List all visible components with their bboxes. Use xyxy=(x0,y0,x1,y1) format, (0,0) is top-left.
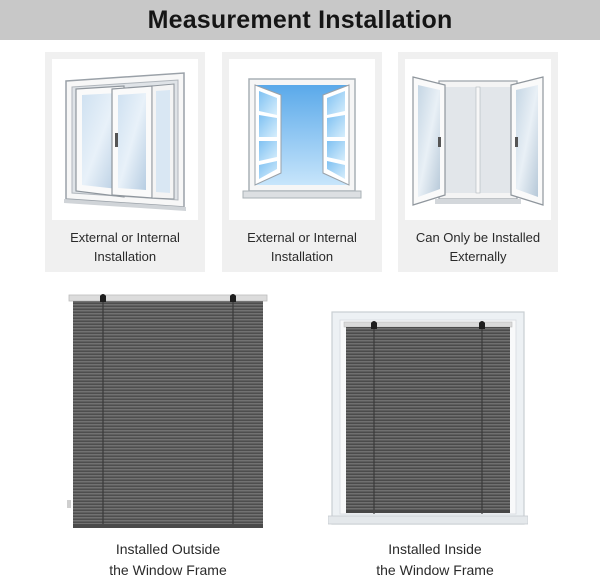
outward-window-icon xyxy=(405,59,551,220)
blind-outside-caption-line1: Installed Outside xyxy=(115,541,221,557)
blind-outside-caption-line2: the Window Frame xyxy=(109,562,227,578)
casement-window-icon xyxy=(229,59,375,220)
blind-outside-caption xyxy=(88,539,248,581)
window-card-caption: External or Internal Installation xyxy=(70,230,180,264)
blind-inside-caption xyxy=(355,539,515,581)
page-title: Measurement Installation xyxy=(147,5,453,34)
blind-inside-frame-image xyxy=(328,310,528,530)
window-card-outward xyxy=(398,52,558,272)
window-card-caption: Can Only be Installed Externally xyxy=(415,230,541,264)
window-card-sliding xyxy=(45,52,205,272)
blind-outside-frame-image xyxy=(65,292,270,534)
sliding-window-icon xyxy=(52,59,198,220)
window-card-caption: External or Internal Installation xyxy=(247,230,357,264)
blind-inside-caption-line2: the Window Frame xyxy=(376,562,494,578)
window-card-casement xyxy=(222,52,382,272)
blind-inside-caption-line1: Installed Inside xyxy=(388,541,482,557)
title-banner xyxy=(0,0,600,40)
